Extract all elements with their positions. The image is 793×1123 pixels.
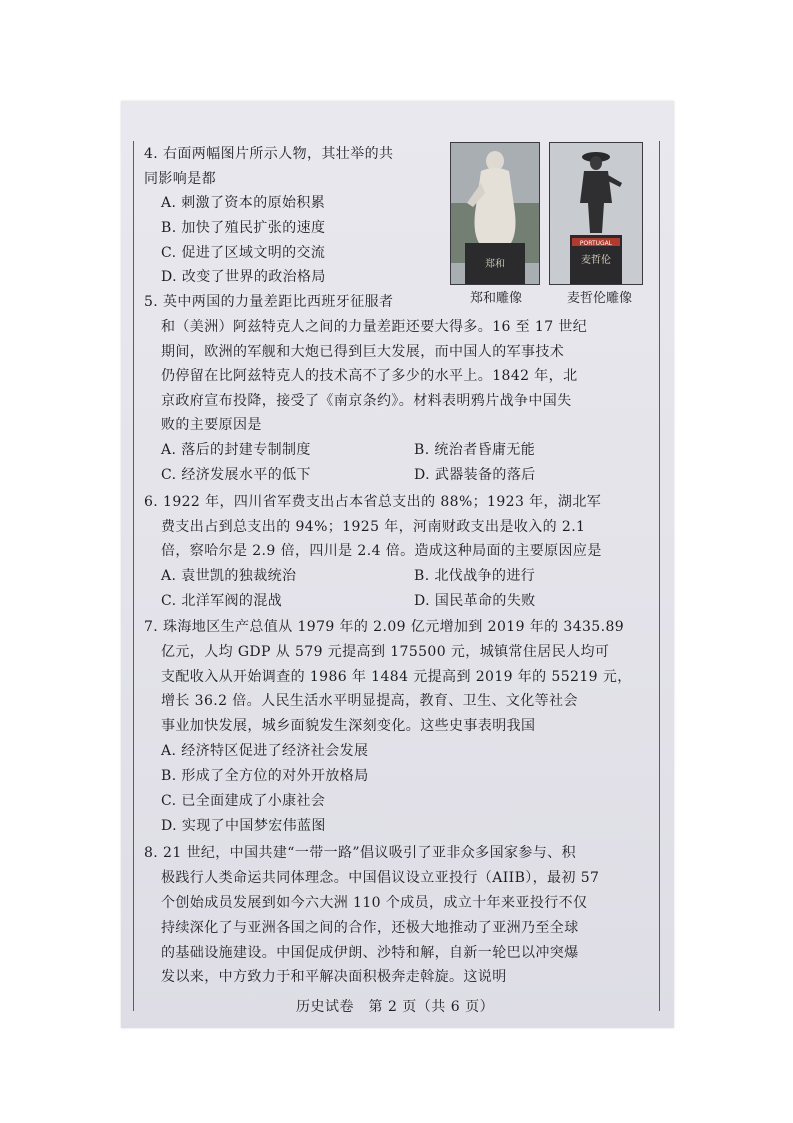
q5-line-6: 败的主要原因是 [161,417,262,433]
q7-option-b: B. 形成了全方位的对外开放格局 [161,768,369,784]
q7-line-4: 增长 36.2 倍。人民生活水平明显提高，教育、卫生、文化等社会 [161,693,578,709]
q5-line-2: 和（美洲）阿兹特克人之间的力量差距还要大得多。16 至 17 世纪 [161,319,588,335]
q8-line-6: 发以来，中方致力于和平解决面积极奔走斡旋。这说明 [161,969,507,985]
q7-line-3: 支配收入从开始调查的 1986 年 1484 元提高到 2019 年的 55219 元， [161,669,632,685]
q7-line-1: 7. 珠海地区生产总值从 1979 年的 2.09 亿元增加到 2019 年的 3435.89 [144,619,625,635]
q7-line-5: 事业加快发展，城乡面貌发生深刻变化。这些史事表明我国 [161,718,536,734]
exam-page [121,101,674,1028]
q5-line-4: 仍停留在比阿兹特克人的技术高不了多少的水平上。1842 年，北 [161,368,578,384]
q4-option-b: B. 加快了殖民扩张的速度 [161,220,326,236]
zheng-he-statue-image [450,142,540,285]
q6-line-1: 6. 1922 年，四川省军费支出占本省总支出的 88%；1923 年，湖北军 [144,494,602,510]
magellan-statue-image [549,142,643,285]
q8-line-4: 持续深化了与亚洲各国之间的合作，还极大地推动了亚洲乃至全球 [161,920,579,936]
q4-line-1: 4. 右面两幅图片所示人物，其壮举的共 [144,146,394,162]
q6-line-2: 费支出占到总支出的 94%；1925 年，河南财政支出是收入的 2.1 [161,519,586,535]
q7-line-2: 亿元，人均 GDP 从 579 元提高到 175500 元，城镇常住居民人均可 [161,644,610,660]
q5-option-c: C. 经济发展水平的低下 [161,467,311,483]
q5-option-a: A. 落后的封建专制制度 [161,442,311,458]
q8-line-1: 8. 21 世纪，中国共建“一带一路”倡议吸引了亚非众多国家参与、积 [144,845,576,861]
page-footer: 历史试卷 第 2 页（共 6 页） [296,999,495,1015]
q5-line-5: 京政府宣布投降，接受了《南京条约》。材料表明鸦片战争中国失 [161,393,572,409]
q5-line-1: 5. 英中两国的力量差距比西班牙征服者 [144,294,394,310]
q5-option-d: D. 武器装备的落后 [414,467,536,483]
magellan-statue-illustration [550,143,642,284]
q7-option-a: A. 经济特区促进了经济社会发展 [161,743,369,759]
zheng-he-caption: 郑和雕像 [470,291,523,306]
magellan-caption: 麦哲伦雕像 [567,291,633,306]
q4-line-2: 同影响是都 [144,171,216,187]
q8-line-2: 极践行人类命运共同体理念。中国倡议设立亚投行（AIIB），最初 57 [161,870,600,886]
q8-line-5: 的基础设施建设。中国促成伊朗、沙特和解，自新一轮巴以冲突爆 [161,945,579,961]
zheng-he-statue-illustration [451,143,539,284]
magellan-banner-text: PORTUGAL [579,240,613,247]
q7-option-d: D. 实现了中国梦宏伟蓝图 [161,818,326,834]
q8-line-3: 个创始成员发展到如今六大洲 110 个成员，成立十年来亚投行不仅 [161,895,588,911]
q4-option-a: A. 刺激了资本的原始积累 [161,195,326,211]
right-margin-rule [659,141,660,1011]
q6-line-3: 倍，察哈尔是 2.9 倍，四川是 2.4 倍。造成这种局面的主要原因应是 [161,543,602,559]
q6-option-d: D. 国民革命的失败 [414,593,536,609]
q4-option-c: C. 促进了区域文明的交流 [161,245,326,261]
q6-option-c: C. 北洋军阀的混战 [161,593,283,609]
q7-option-c: C. 已全面建成了小康社会 [161,793,326,809]
q5-line-3: 期间，欧洲的军舰和大炮已得到巨大发展，而中国人的军事技术 [161,344,565,360]
magellan-plaque-text: 麦哲伦 [581,255,611,266]
q5-option-b: B. 统治者昏庸无能 [414,442,536,458]
q6-option-a: A. 袁世凯的独裁统治 [161,568,297,584]
q4-option-d: D. 改变了世界的政治格局 [161,269,326,285]
left-margin-rule [133,141,134,1011]
q6-option-b: B. 北伐战争的进行 [414,568,536,584]
zheng-he-plaque-text: 郑和 [485,259,505,270]
